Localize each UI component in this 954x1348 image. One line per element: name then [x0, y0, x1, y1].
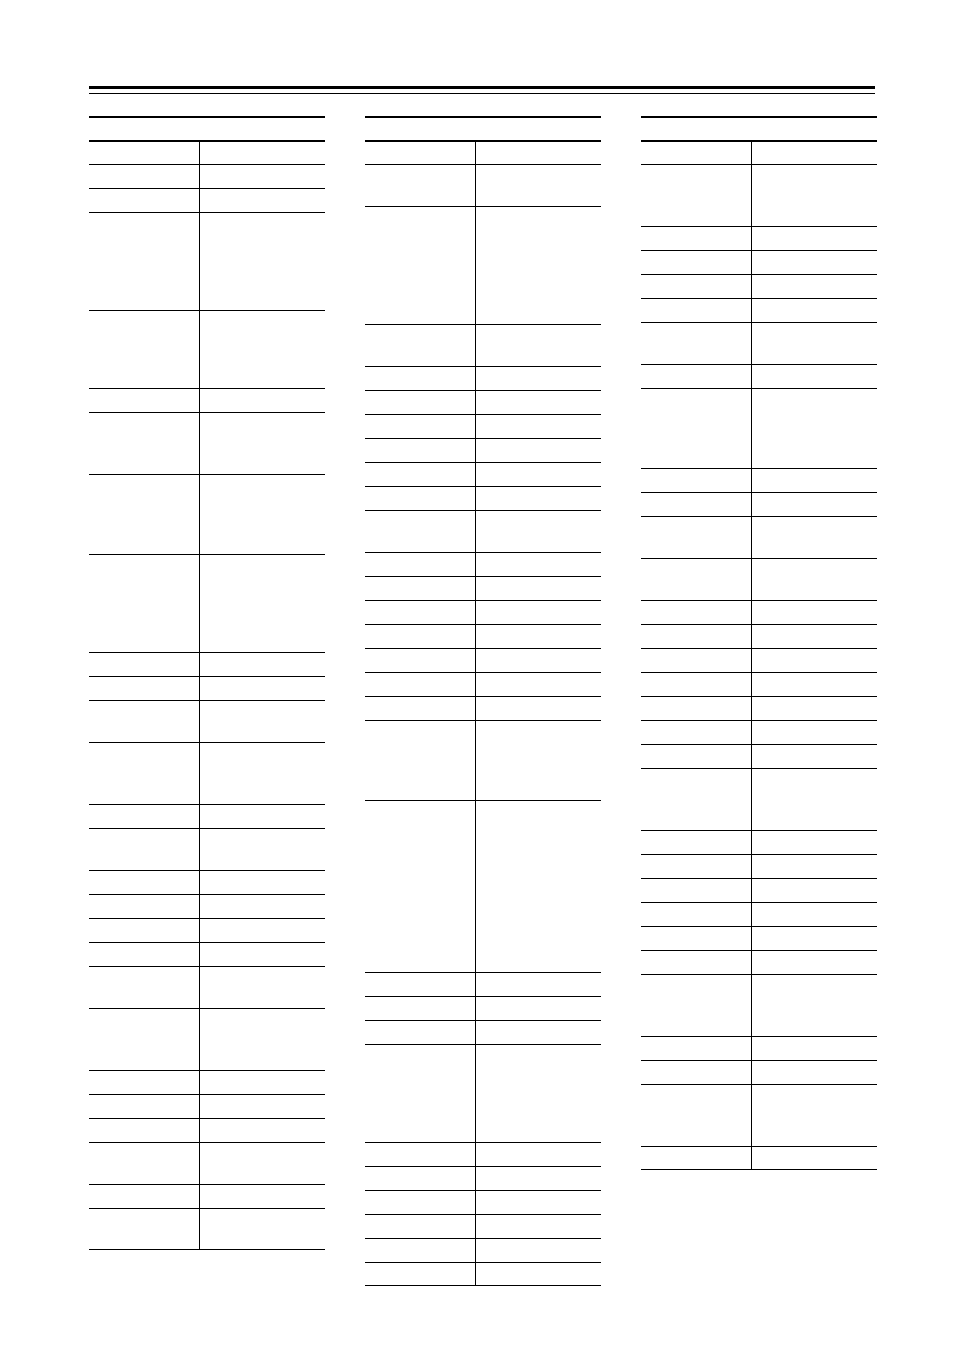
table-cell-value: [199, 213, 325, 310]
table-cell-value: [751, 625, 877, 648]
table-cell-label: [641, 903, 751, 926]
table-row: [89, 894, 325, 918]
table-cell-value: [751, 323, 877, 364]
table-cell-value: [199, 871, 325, 894]
table-cell-label: [89, 829, 199, 870]
table-row: [641, 322, 877, 364]
table-row: [365, 438, 601, 462]
table-cell-label: [365, 165, 475, 206]
table-cell-label: [641, 601, 751, 624]
table-row: [89, 1070, 325, 1094]
table-cell-value: [751, 559, 877, 600]
table-cell-label: [641, 365, 751, 388]
table-cell-value: [751, 951, 877, 974]
table-cell-value: [475, 391, 601, 414]
table-row: [89, 1118, 325, 1142]
table-cell-label: [641, 673, 751, 696]
table-cell-value: [475, 721, 601, 800]
table-cell-label: [89, 1071, 199, 1094]
table-cell-label: [365, 1191, 475, 1214]
table-row: [365, 164, 601, 206]
table-cell-value: [475, 439, 601, 462]
table-cell-value: [199, 967, 325, 1008]
table-row: [641, 226, 877, 250]
table-row: [641, 950, 877, 974]
table-header-row: [365, 140, 601, 164]
table-row: [365, 324, 601, 366]
table-row: [365, 972, 601, 996]
table-cell-value: [751, 469, 877, 492]
table-cell-value: [751, 1085, 877, 1146]
table-cell-value: [475, 601, 601, 624]
table-cell-value: [199, 311, 325, 388]
table-row: [365, 1166, 601, 1190]
header-rule-thick: [89, 86, 875, 89]
table-cell-value: [751, 745, 877, 768]
table-cell-value: [199, 475, 325, 554]
table-cell-value: [751, 927, 877, 950]
table-row: [365, 1190, 601, 1214]
table-row: [641, 274, 877, 298]
table-row: [641, 902, 877, 926]
table-cell-value: [751, 673, 877, 696]
table-cell-label: [89, 677, 199, 700]
table-cell-value: [751, 251, 877, 274]
table-row: [89, 742, 325, 804]
table-row: [89, 188, 325, 212]
table-cell-value: [751, 299, 877, 322]
table-cell-value: [751, 275, 877, 298]
table-cell-value: [751, 879, 877, 902]
table-cell-label: [365, 1167, 475, 1190]
table-cell-label: [365, 1021, 475, 1044]
table-row: [641, 1060, 877, 1084]
table-row: [89, 474, 325, 554]
table-cell-label: [365, 997, 475, 1020]
table-row: [89, 212, 325, 310]
table-cell-label: [89, 165, 199, 188]
table-row: [365, 486, 601, 510]
table-row: [89, 554, 325, 652]
table-row: [89, 676, 325, 700]
table-row: [89, 1094, 325, 1118]
table-cell-value: [751, 517, 877, 558]
table-row: [89, 1142, 325, 1184]
table-cell-label: [641, 469, 751, 492]
table-row: [641, 854, 877, 878]
table-cell-label: [89, 743, 199, 804]
table-row: [641, 624, 877, 648]
table-cell-value: [199, 1095, 325, 1118]
table-cell-label: [365, 325, 475, 366]
table-cell-value: [475, 1191, 601, 1214]
table-cell-label: [365, 625, 475, 648]
table-cell-value: [199, 653, 325, 676]
table-cell-value: [475, 367, 601, 390]
table-cell-value: [751, 165, 877, 226]
table-cell-value: [475, 1215, 601, 1238]
table-cell-label: [89, 1143, 199, 1184]
table-row: [641, 926, 877, 950]
table-cell-value: [199, 142, 325, 164]
table-row: [641, 830, 877, 854]
table-cell-label: [641, 1085, 751, 1146]
table-cell-value: [751, 1147, 877, 1169]
table-cell-label: [641, 559, 751, 600]
table-cell-label: [641, 227, 751, 250]
table-cell-label: [641, 745, 751, 768]
table-cell-value: [751, 649, 877, 672]
table-cell-label: [641, 1061, 751, 1084]
table-row: [365, 1044, 601, 1142]
table-cell-label: [641, 951, 751, 974]
table-cell-value: [475, 511, 601, 552]
table-cell-value: [199, 1009, 325, 1070]
table-cell-label: [641, 879, 751, 902]
table-row: [89, 1008, 325, 1070]
table-row: [641, 558, 877, 600]
table-header-row: [641, 140, 877, 164]
table-cell-label: [365, 207, 475, 324]
table-cell-label: [89, 1119, 199, 1142]
table-row: [641, 720, 877, 744]
table-cell-value: [475, 1021, 601, 1044]
table-row: [365, 624, 601, 648]
table-cell-label: [365, 1263, 475, 1285]
table-cell-label: [365, 973, 475, 996]
table-cell-value: [475, 325, 601, 366]
table-cell-value: [751, 601, 877, 624]
table-cell-label: [89, 919, 199, 942]
column-top-rule: [89, 116, 325, 118]
table-cell-label: [365, 649, 475, 672]
table-cell-label: [641, 142, 751, 164]
table-row: [89, 310, 325, 388]
table-cell-label: [365, 142, 475, 164]
table-cell-label: [641, 493, 751, 516]
table-cell-value: [751, 831, 877, 854]
table-cell-value: [199, 743, 325, 804]
table-cell-value: [475, 697, 601, 720]
table-cell-label: [89, 1185, 199, 1208]
table-cell-label: [89, 1095, 199, 1118]
table-cell-value: [199, 389, 325, 412]
table-row: [89, 870, 325, 894]
table-cell-label: [641, 389, 751, 468]
table-cell-value: [475, 673, 601, 696]
table-cell-label: [365, 463, 475, 486]
table-cell-label: [89, 213, 199, 310]
table-cell-value: [475, 142, 601, 164]
table-row: [365, 1214, 601, 1238]
table-cell-label: [641, 855, 751, 878]
table-cell-label: [641, 517, 751, 558]
table-cell-value: [475, 165, 601, 206]
table-cell-value: [475, 487, 601, 510]
table-row: [89, 966, 325, 1008]
table-row: [89, 388, 325, 412]
table-cell-value: [475, 625, 601, 648]
table-cell-value: [475, 997, 601, 1020]
table-cell-value: [199, 1185, 325, 1208]
code-table-2: [365, 140, 601, 1286]
table-cell-label: [89, 475, 199, 554]
table-cell-value: [475, 463, 601, 486]
table-cell-value: [199, 943, 325, 966]
table-cell-label: [89, 1209, 199, 1249]
header-rule-thin: [89, 93, 875, 94]
table-row: [641, 1036, 877, 1060]
table-row: [365, 672, 601, 696]
table-row: [365, 648, 601, 672]
table-cell-label: [89, 311, 199, 388]
table-cell-label: [641, 769, 751, 830]
table-row: [641, 744, 877, 768]
table-cell-value: [475, 207, 601, 324]
table-row: [365, 996, 601, 1020]
table-row: [365, 414, 601, 438]
table-row: [89, 828, 325, 870]
table-cell-value: [751, 142, 877, 164]
table-cell-value: [751, 1061, 877, 1084]
table-row: [89, 942, 325, 966]
table-row: [641, 1146, 877, 1170]
column-top-rule: [365, 116, 601, 118]
table-cell-label: [641, 697, 751, 720]
table-cell-label: [365, 1143, 475, 1166]
table-cell-label: [365, 577, 475, 600]
table-cell-label: [89, 871, 199, 894]
table-cell-value: [475, 801, 601, 972]
table-row: [365, 1238, 601, 1262]
table-cell-value: [751, 389, 877, 468]
table-row: [641, 672, 877, 696]
table-cell-label: [365, 673, 475, 696]
table-row: [365, 720, 601, 800]
table-cell-value: [199, 413, 325, 474]
table-row: [89, 804, 325, 828]
table-row: [89, 1208, 325, 1250]
table-cell-value: [199, 805, 325, 828]
table-cell-label: [365, 697, 475, 720]
table-cell-value: [475, 1167, 601, 1190]
table-cell-label: [89, 189, 199, 212]
table-cell-label: [641, 649, 751, 672]
table-cell-label: [89, 413, 199, 474]
table-cell-label: [89, 895, 199, 918]
table-row: [641, 364, 877, 388]
table-cell-label: [89, 967, 199, 1008]
table-cell-label: [365, 801, 475, 972]
table-cell-label: [641, 721, 751, 744]
table-cell-value: [475, 1045, 601, 1142]
table-cell-label: [641, 323, 751, 364]
table-row: [641, 250, 877, 274]
table-cell-label: [641, 625, 751, 648]
table-cell-value: [199, 1209, 325, 1249]
table-cell-label: [89, 555, 199, 652]
table-cell-value: [475, 1143, 601, 1166]
table-cell-value: [199, 165, 325, 188]
table-row: [89, 918, 325, 942]
table-cell-label: [641, 927, 751, 950]
table-row: [89, 164, 325, 188]
table-header-row: [89, 140, 325, 164]
table-row: [89, 652, 325, 676]
table-cell-value: [751, 493, 877, 516]
table-cell-value: [751, 365, 877, 388]
table-cell-label: [641, 275, 751, 298]
table-cell-value: [751, 227, 877, 250]
table-cell-value: [199, 1119, 325, 1142]
table-row: [641, 298, 877, 322]
table-cell-value: [475, 1239, 601, 1262]
table-cell-value: [199, 1071, 325, 1094]
table-row: [365, 800, 601, 972]
table-row: [89, 1184, 325, 1208]
table-cell-value: [751, 1037, 877, 1060]
table-cell-label: [89, 805, 199, 828]
table-cell-label: [89, 1009, 199, 1070]
table-row: [641, 388, 877, 468]
table-cell-value: [475, 649, 601, 672]
table-cell-value: [751, 697, 877, 720]
table-row: [365, 206, 601, 324]
table-cell-value: [475, 1263, 601, 1285]
table-cell-value: [199, 895, 325, 918]
table-row: [641, 600, 877, 624]
table-row: [365, 462, 601, 486]
table-cell-value: [199, 829, 325, 870]
table-row: [641, 468, 877, 492]
table-row: [89, 700, 325, 742]
table-row: [365, 1142, 601, 1166]
table-row: [641, 974, 877, 1036]
table-cell-value: [751, 855, 877, 878]
table-cell-label: [365, 367, 475, 390]
table-cell-label: [641, 251, 751, 274]
table-row: [641, 648, 877, 672]
table-row: [365, 600, 601, 624]
table-cell-label: [89, 701, 199, 742]
table-cell-label: [641, 1147, 751, 1169]
table-cell-value: [199, 701, 325, 742]
table-row: [365, 366, 601, 390]
table-cell-label: [89, 653, 199, 676]
table-cell-label: [365, 391, 475, 414]
table-row: [365, 1020, 601, 1044]
table-cell-value: [751, 721, 877, 744]
table-row: [365, 552, 601, 576]
table-cell-value: [475, 577, 601, 600]
table-cell-label: [641, 1037, 751, 1060]
table-cell-label: [365, 1215, 475, 1238]
table-cell-label: [365, 601, 475, 624]
column-top-rule: [641, 116, 877, 118]
table-cell-value: [751, 975, 877, 1036]
table-cell-label: [365, 415, 475, 438]
table-cell-value: [475, 415, 601, 438]
table-row: [641, 878, 877, 902]
table-cell-value: [199, 919, 325, 942]
table-row: [365, 510, 601, 552]
table-cell-label: [365, 721, 475, 800]
table-cell-label: [641, 831, 751, 854]
table-cell-label: [365, 487, 475, 510]
table-row: [641, 516, 877, 558]
table-row: [365, 1262, 601, 1286]
table-cell-value: [475, 973, 601, 996]
table-cell-label: [365, 439, 475, 462]
table-cell-value: [475, 553, 601, 576]
table-row: [89, 412, 325, 474]
table-cell-label: [89, 389, 199, 412]
table-cell-label: [365, 1045, 475, 1142]
table-cell-label: [641, 165, 751, 226]
table-row: [641, 1084, 877, 1146]
table-cell-value: [199, 1143, 325, 1184]
code-table-3: [641, 140, 877, 1170]
table-row: [641, 768, 877, 830]
table-row: [365, 390, 601, 414]
table-cell-label: [365, 511, 475, 552]
table-cell-label: [365, 1239, 475, 1262]
table-cell-value: [199, 677, 325, 700]
table-cell-label: [641, 975, 751, 1036]
table-row: [641, 696, 877, 720]
table-cell-label: [641, 299, 751, 322]
table-cell-value: [199, 189, 325, 212]
table-cell-label: [365, 553, 475, 576]
table-row: [641, 492, 877, 516]
table-row: [365, 576, 601, 600]
table-row: [365, 696, 601, 720]
table-cell-value: [751, 903, 877, 926]
table-row: [641, 164, 877, 226]
table-cell-label: [89, 142, 199, 164]
table-cell-value: [751, 769, 877, 830]
code-table-1: [89, 140, 325, 1250]
table-cell-value: [199, 555, 325, 652]
table-cell-label: [89, 943, 199, 966]
